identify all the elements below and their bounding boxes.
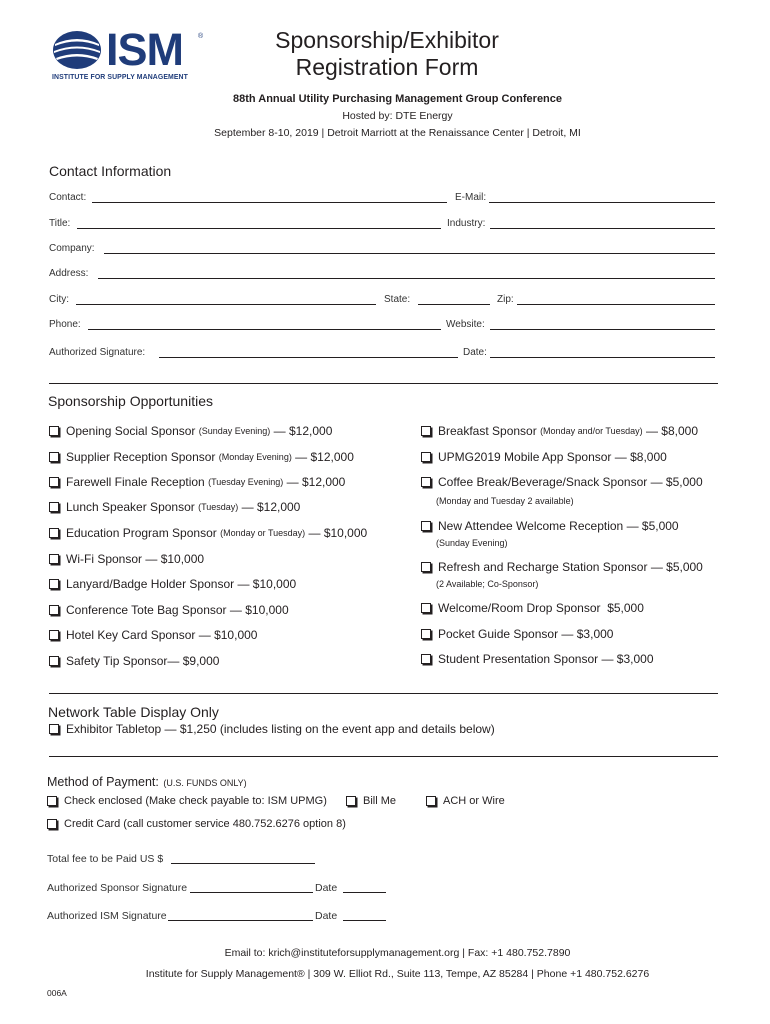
checkbox[interactable] (421, 629, 431, 639)
exhibitor-tabletop-option[interactable]: Exhibitor Tabletop — $1,250 (includes listing on the event app and details below) (49, 722, 495, 736)
checkbox[interactable] (421, 603, 431, 613)
new-attendee-note: (Sunday Evening) (436, 538, 508, 548)
city-label: City: (49, 294, 69, 305)
refresh-recharge-note: (2 Available; Co-Sponsor) (436, 579, 539, 589)
contact-section-title: Contact Information (49, 163, 172, 179)
sponsor-option-mobile-app[interactable]: UPMG2019 Mobile App Sponsor — $8,000 (421, 450, 667, 464)
sponsor-option-coffee-break[interactable]: Coffee Break/Beverage/Snack Sponsor — $5,000 (421, 475, 703, 489)
checkbox[interactable] (49, 656, 59, 666)
section-divider (49, 383, 718, 384)
sponsor-signature-field[interactable] (190, 883, 313, 893)
email-label: E-Mail: (455, 192, 487, 203)
sponsor-option-pocket-guide[interactable]: Pocket Guide Sponsor — $3,000 (421, 627, 613, 641)
contact-label: Contact: (49, 192, 87, 203)
sponsor-option-wifi[interactable]: Wi-Fi Sponsor — $10,000 (49, 552, 204, 566)
payment-check-option[interactable]: Check enclosed (Make check payable to: ISM UPMG) (47, 795, 327, 807)
ism-signature-label: Authorized ISM Signature (47, 910, 167, 922)
sponsorship-section-title: Sponsorship Opportunities (48, 393, 213, 409)
checkbox[interactable] (421, 452, 431, 462)
sponsor-signature-label: Authorized Sponsor Signature (47, 882, 188, 894)
industry-field[interactable] (490, 219, 715, 229)
checkbox[interactable] (426, 796, 436, 806)
company-field[interactable] (104, 244, 715, 254)
sponsor-option-lunch-speaker[interactable]: Lunch Speaker Sponsor (Tuesday) — $12,000 (49, 500, 300, 514)
address-field[interactable] (98, 269, 715, 279)
ism-date-label: Date (315, 910, 338, 922)
title-label: Title: (49, 218, 71, 229)
form-code: 006A (47, 988, 67, 998)
checkbox[interactable] (49, 452, 59, 462)
title-field[interactable] (77, 219, 441, 229)
checkbox[interactable] (49, 579, 59, 589)
state-label: State: (384, 294, 411, 305)
logo-text: ISM (106, 24, 184, 75)
section-divider (49, 693, 718, 694)
signature-field[interactable] (159, 348, 458, 358)
checkbox[interactable] (49, 724, 59, 734)
checkbox[interactable] (421, 426, 431, 436)
page-title-line1: Sponsorship/Exhibitor (275, 27, 499, 53)
sponsor-option-education-program[interactable]: Education Program Sponsor (Monday or Tuesday) — $10,000 (49, 526, 367, 540)
checkbox[interactable] (421, 654, 431, 664)
zip-field[interactable] (517, 295, 715, 305)
checkbox[interactable] (49, 605, 59, 615)
company-label: Company: (49, 243, 95, 254)
checkbox[interactable] (49, 630, 59, 640)
hosted-by: Hosted by: DTE Energy (342, 110, 453, 122)
contact-field[interactable] (92, 193, 447, 203)
sponsor-option-lanyard[interactable]: Lanyard/Badge Holder Sponsor — $10,000 (49, 577, 296, 591)
city-field[interactable] (76, 295, 376, 305)
sponsor-date-field[interactable] (343, 883, 386, 893)
sponsor-option-supplier-reception[interactable]: Supplier Reception Sponsor (Monday Evening) — $12,000 (49, 450, 354, 464)
payment-bill-me-option[interactable]: Bill Me (346, 795, 396, 807)
checkbox[interactable] (49, 477, 59, 487)
total-fee-field[interactable] (171, 854, 315, 864)
checkbox[interactable] (49, 426, 59, 436)
ism-signature-field[interactable] (168, 911, 313, 921)
email-field[interactable] (489, 193, 715, 203)
logo-subtitle: INSTITUTE FOR SUPPLY MANAGEMENT (52, 74, 188, 81)
sponsor-option-safety-tip[interactable]: Safety Tip Sponsor — $9,000 (49, 654, 219, 668)
footer-contact: Email to: krich@instituteforsupplymanagement.org | Fax: +1 480.752.7890 (224, 947, 571, 959)
checkbox[interactable] (49, 554, 59, 564)
sponsor-option-breakfast[interactable]: Breakfast Sponsor (Monday and/or Tuesday) — $8,000 (421, 424, 698, 438)
sponsor-option-new-attendee[interactable]: New Attendee Welcome Reception — $5,000 (421, 519, 679, 533)
payment-ach-option[interactable]: ACH or Wire (426, 795, 505, 807)
checkbox[interactable] (421, 562, 431, 572)
conference-name: 88th Annual Utility Purchasing Management Group Conference (232, 93, 563, 105)
payment-credit-card-option[interactable]: Credit Card (call customer service 480.752.6276 option 8) (47, 818, 346, 830)
sponsor-option-hotel-key-card[interactable]: Hotel Key Card Sponsor — $10,000 (49, 628, 257, 642)
sponsor-option-refresh-recharge[interactable]: Refresh and Recharge Station Sponsor — $5,000 (421, 560, 703, 574)
zip-label: Zip: (497, 294, 514, 305)
coffee-break-note: (Monday and Tuesday 2 available) (436, 496, 574, 506)
website-field[interactable] (490, 320, 715, 330)
phone-field[interactable] (88, 320, 441, 330)
ism-logo (52, 24, 204, 84)
sponsor-option-farewell-finale[interactable]: Farewell Finale Reception (Tuesday Evening) — $12,000 (49, 475, 345, 489)
date-field[interactable] (490, 348, 715, 358)
dates-location: September 8-10, 2019 | Detroit Marriott at the Renaissance Center | Detroit, MI (214, 127, 581, 139)
checkbox[interactable] (421, 477, 431, 487)
payment-section-title: Method of Payment: (U.S. FUNDS ONLY) (47, 775, 247, 789)
sponsor-option-opening-social[interactable]: Opening Social Sponsor (Sunday Evening) — $12,000 (49, 424, 332, 438)
footer-address: Institute for Supply Management® | 309 W. Elliot Rd., Suite 113, Tempe, AZ 85284 | Phone +1 480.752.6276 (145, 968, 650, 980)
network-section-title: Network Table Display Only (48, 704, 219, 720)
industry-label: Industry: (447, 218, 486, 229)
signature-label: Authorized Signature: (49, 347, 146, 358)
globe-icon (52, 30, 102, 70)
checkbox[interactable] (49, 528, 59, 538)
checkbox[interactable] (49, 502, 59, 512)
sponsor-option-student-presentation[interactable]: Student Presentation Sponsor — $3,000 (421, 652, 654, 666)
checkbox[interactable] (421, 521, 431, 531)
checkbox[interactable] (47, 796, 57, 806)
total-fee-label: Total fee to be Paid US $ (47, 853, 164, 865)
ism-date-field[interactable] (343, 911, 386, 921)
date-label: Date: (463, 347, 487, 358)
address-label: Address: (49, 268, 89, 279)
logo-registered-mark: ® (198, 33, 204, 40)
website-label: Website: (446, 319, 485, 330)
sponsor-option-tote-bag[interactable]: Conference Tote Bag Sponsor — $10,000 (49, 603, 289, 617)
page-title-line2: Registration Form (295, 54, 479, 80)
checkbox[interactable] (47, 819, 57, 829)
phone-label: Phone: (49, 319, 81, 330)
sponsor-option-welcome-room-drop[interactable]: Welcome/Room Drop Sponsor $5,000 (421, 601, 644, 615)
state-field[interactable] (418, 295, 490, 305)
checkbox[interactable] (346, 796, 356, 806)
sponsor-date-label: Date (315, 882, 338, 894)
section-divider (49, 756, 718, 757)
